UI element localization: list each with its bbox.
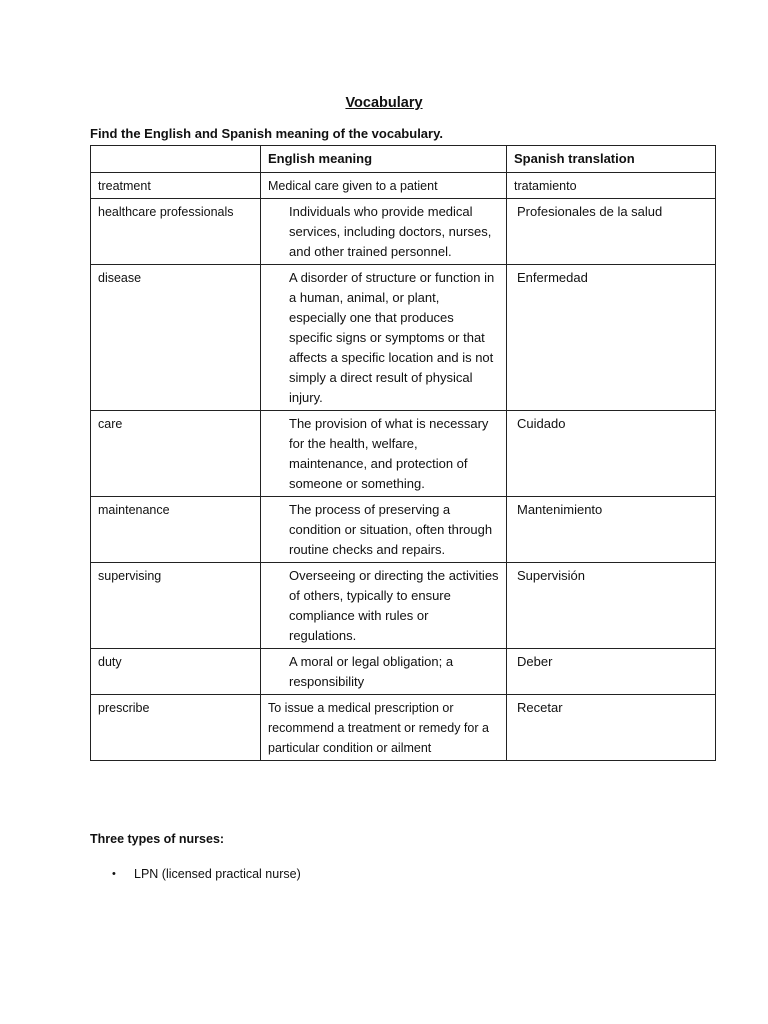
table-row	[91, 173, 716, 199]
meaning-cell: A disorder of structure or function in a human, animal, or plant, especially one that produces specific signs or symptoms or that affects a specific location and is not simply a direct result of physical injury.	[261, 265, 507, 411]
list-item-text: LPN (licensed practical nurse)	[134, 867, 301, 881]
translation-cell: Enfermedad	[507, 265, 716, 411]
term-cell: care	[91, 411, 261, 497]
list-item	[90, 864, 301, 884]
meaning-cell: To issue a medical prescription or recommend a treatment or remedy for a particular condition or ailment	[261, 695, 507, 761]
term-cell: prescribe	[91, 695, 261, 761]
header-english-meaning: English meaning	[261, 146, 507, 173]
vocabulary-table	[90, 145, 716, 761]
document-title: Vocabulary	[345, 95, 423, 111]
bullet-icon: •	[112, 868, 116, 880]
header-term	[91, 146, 261, 173]
table-row	[91, 695, 716, 761]
term-cell: supervising	[91, 563, 261, 649]
meaning-cell: A moral or legal obligation; a responsibility	[261, 649, 507, 695]
term-cell: disease	[91, 265, 261, 411]
term-cell: maintenance	[91, 497, 261, 563]
table-row	[91, 199, 716, 265]
meaning-cell: Medical care given to a patient	[261, 173, 507, 199]
term-cell: healthcare professionals	[91, 199, 261, 265]
nurses-list	[90, 864, 301, 884]
term-cell: treatment	[91, 173, 261, 199]
translation-cell: Supervisión	[507, 563, 716, 649]
nurses-section-title: Three types of nurses:	[90, 832, 225, 846]
term-cell: duty	[91, 649, 261, 695]
table-row	[91, 411, 716, 497]
translation-cell: Deber	[507, 649, 716, 695]
table-row	[91, 497, 716, 563]
translation-cell: Profesionales de la salud	[507, 199, 716, 265]
translation-cell: Recetar	[507, 695, 716, 761]
meaning-cell: The process of preserving a condition or situation, often through routine checks and repairs.	[261, 497, 507, 563]
instruction-text: Find the English and Spanish meaning of the vocabulary.	[90, 126, 443, 141]
table-row	[91, 265, 716, 411]
table-row	[91, 563, 716, 649]
translation-cell: Cuidado	[507, 411, 716, 497]
meaning-cell: Overseeing or directing the activities of others, typically to ensure compliance with rules or regulations.	[261, 563, 507, 649]
meaning-cell: Individuals who provide medical services, including doctors, nurses, and other trained personnel.	[261, 199, 507, 265]
translation-cell: tratamiento	[507, 173, 716, 199]
header-spanish-translation: Spanish translation	[507, 146, 716, 173]
table-header-row	[91, 146, 716, 173]
translation-cell: Mantenimiento	[507, 497, 716, 563]
meaning-cell: The provision of what is necessary for the health, welfare, maintenance, and protection of someone or something.	[261, 411, 507, 497]
table-row	[91, 649, 716, 695]
